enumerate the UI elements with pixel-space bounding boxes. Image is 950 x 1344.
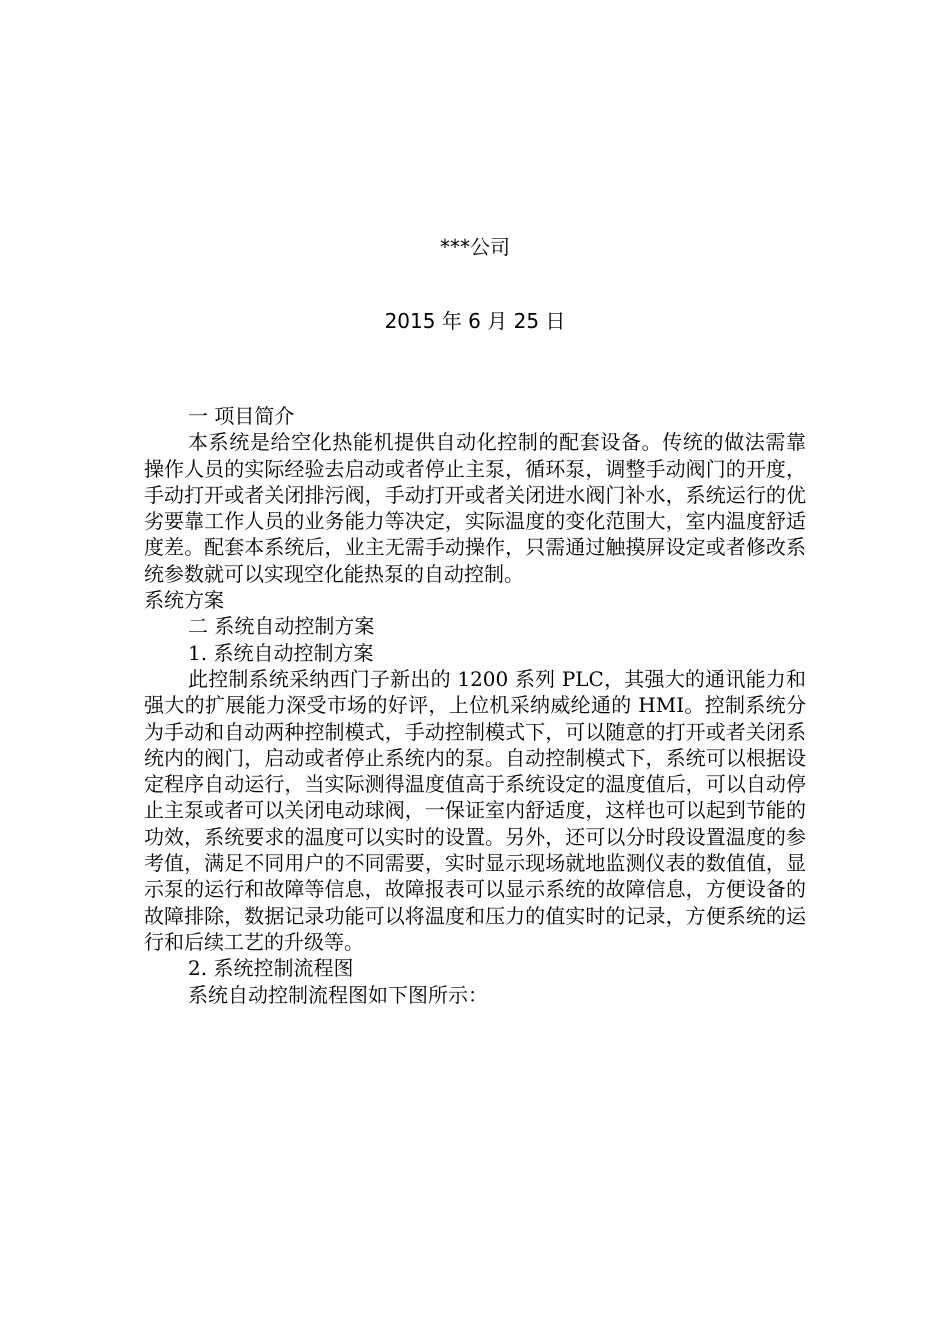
subsection1-heading: 1. 系统自动控制方案 (188, 640, 374, 665)
section1-paragraph: 本系统是给空化热能机提供自动化控制的配套设备。传统的做法需靠操作人员的实际经验去启动或者停止主泵，循环泵，调整手动阀门的开度，手动打开或者关闭排污阀，手动打开或者关闭进水阀门补水，系统运行的优劣要靠工作人员的业务能力等决定，实际温度的变化范围大，室内温度舒适度差。配套本系统后，业主无需手动操作，只需通过触摸屏设定或者修改系统参数就可以实现空化能热泵的自动控制。 (144, 430, 806, 586)
subsection1-paragraph: 此控制系统采纳西门子新出的 1200 系列 PLC，其强大的通讯能力和强大的扩展能力深受市场的好评，上位机采纳威纶通的 HMI。控制系统分为手动和自动两种控制模式，手动控制模式下，可以随意的打开或者关闭系统内的阀门，启动或者停止系统内的泵。自动控制模式下，系统可以根据设定程序自动运行，当实际测得温度值高于系统设定的温度值后，可以自动停止主泵或者可以关闭电动球阀，一保证室内舒适度，这样也可以起到节能的功效，系统要求的温度可以实时的设置。另外，还可以分时段设置温度的参考值，满足不同用户的不同需要，实时显示现场就地监测仪表的数值值，显示泵的运行和故障等信息，故障报表可以显示系统的故障信息，方便设备的故障排除，数据记录功能可以将温度和压力的值实时的记录，方便系统的运行和后续工艺的升级等。 (144, 666, 806, 954)
document-body (144, 403, 806, 1008)
subsection2-heading: 2. 系统控制流程图 (188, 956, 354, 981)
section1-heading: 一 项目简介 (188, 404, 295, 428)
company-name: ***公司 (440, 235, 510, 259)
document-date: 2015 年 6 月 25 日 (384, 309, 566, 333)
section2-heading: 二 系统自动控制方案 (188, 614, 375, 639)
system-scheme-label: 系统方案 (144, 588, 224, 613)
subsection2-paragraph: 系统自动控制流程图如下图所示： (188, 982, 488, 1007)
